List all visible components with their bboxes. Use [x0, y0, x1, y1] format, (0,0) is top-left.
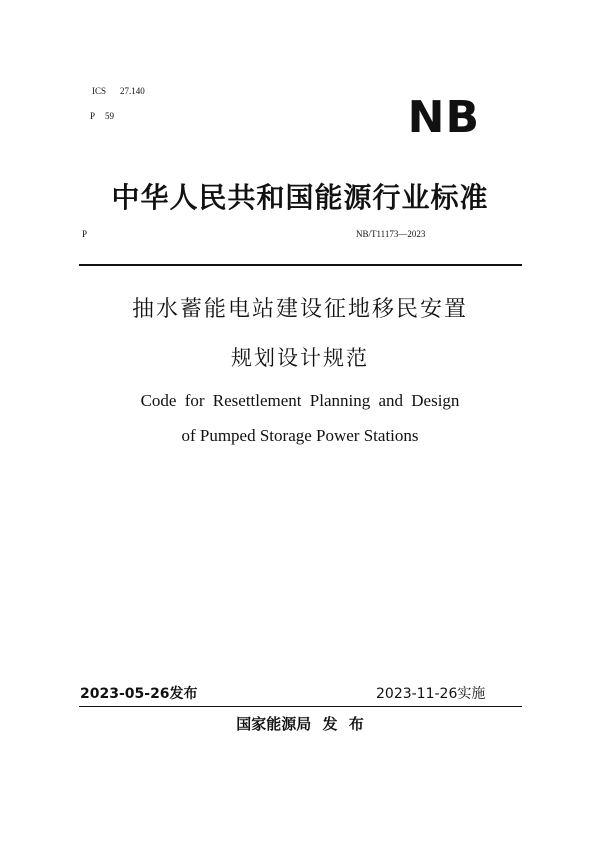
nb-logo: NB — [407, 92, 480, 143]
ccs-number: 59 — [105, 111, 115, 121]
ics-number: 27.140 — [120, 86, 145, 96]
standard-level-mark: P — [82, 229, 88, 239]
title-cn-line1: 抽水蓄能电站建设征地移民安置 — [131, 297, 468, 322]
footer-divider — [79, 706, 522, 707]
header-divider — [79, 264, 522, 266]
ics-classification — [92, 86, 145, 96]
standard-type-title: 中华人民共和国能源行业标准 — [111, 181, 489, 214]
implement-date: 2023-11-26实施 — [376, 686, 486, 702]
title-cn-line2: 规划设计规范 — [231, 346, 369, 370]
title-en-line2: of Pumped Storage Power Stations — [181, 426, 419, 445]
ccs-label: P — [90, 111, 96, 121]
standard-code: NB/T11173—2023 — [356, 229, 426, 239]
ics-label: ICS — [92, 86, 107, 96]
ccs-classification — [90, 111, 114, 121]
title-en-line1: Code for Resettlement Planning and Design — [140, 391, 460, 410]
publish-date: 2023-05-26发布 — [80, 686, 198, 702]
issuer: 国家能源局 发 布 — [236, 715, 364, 733]
